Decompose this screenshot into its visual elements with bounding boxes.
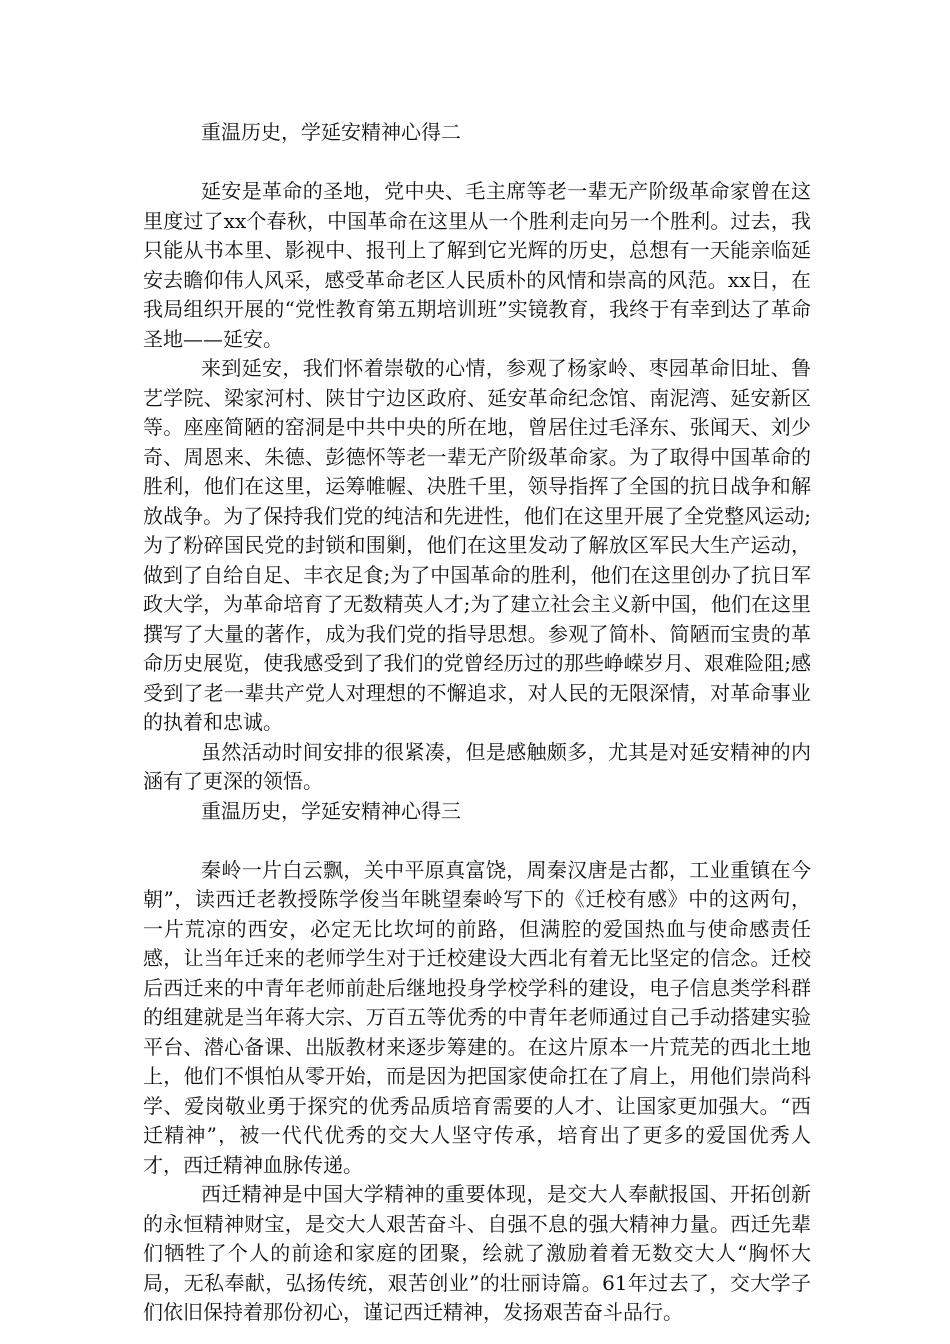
- blank-line: [143, 826, 811, 856]
- section-heading-3: 重温历史，学延安精神心得三: [201, 798, 461, 823]
- blank-line: [143, 148, 811, 178]
- paragraph: 虽然活动时间安排的很紧凑，但是感触颇多，尤其是对延安精神的内涵有了更深的领悟。: [143, 739, 811, 793]
- section-heading-2: 重温历史，学延安精神心得二: [201, 120, 461, 144]
- document-body: [143, 118, 811, 1328]
- paragraph: 延安是革命的圣地，党中央、毛主席等老一辈无产阶级革命家曾在这里度过了xx个春秋，中国革命在这里从一个胜利走向另一个胜利。过去，我只能从书本里、影视中、报刊上了解到它光辉的历史，总想有一天能亲临延安去瞻仰伟人风采，感受革命老区人民质朴的风情和崇高的风范。xx日，在我局组织开展的“党性教育第五期培训班”实镜教育，我终于有幸到达了革命圣地——延安。: [143, 179, 811, 351]
- paragraph: 西迁精神是中国大学精神的重要体现，是交大人奉献报国、开拓创新的永恒精神财宝，是交大人艰苦奋斗、自强不息的强大精神力量。西迁先辈们牺牲了个人的前途和家庭的团聚，绘就了激励着着无数交大人“胸怀大局，无私奉献，弘扬传统，艰苦创业”的壮丽诗篇。61年过去了，交大学子们依旧保持着那份初心，谨记西迁精神，发扬艰苦奋斗品行。: [143, 1182, 811, 1324]
- paragraph: 秦岭一片白云飘，关中平原真富饶，周秦汉唐是古都，工业重镇在今朝”，读西迁老教授陈学俊当年眺望秦岭写下的《迁校有感》中的这两句，一片荒凉的西安，必定无比坎坷的前路，但满腔的爱国热血与使命感责任感，让当年迁来的老师学生对于迁校建设大西北有着无比坚定的信念。迁校后西迁来的中青年老师前赴后继地投身学校学科的建设，电子信息类学科群的组建就是当年蒋大宗、万百五等优秀的中青年老师通过自己手动搭建实验平台、潜心备课、出版教材来逐步筹建的。在这片原本一片荒芜的西北土地上，他们不惧怕从零开始，而是因为把国家使命扛在了肩上，用他们崇尚科学、爱岗敬业勇于探究的优秀品质培育需要的人才、让国家更加强大。“西迁精神”，被一代代优秀的交大人坚守传承，培育出了更多的爱国优秀人才，西迁精神血脉传递。: [143, 857, 811, 1177]
- paragraph: 来到延安，我们怀着崇敬的心情，参观了杨家岭、枣园革命旧址、鲁艺学院、梁家河村、陕甘宁边区政府、延安革命纪念馆、南泥湾、延安新区等。座座简陋的窑洞是中共中央的所在地，曾居住过毛泽东、张闻天、刘少奇、周恩来、朱德、彭德怀等老一辈无产阶级革命家。为了取得中国革命的胜利，他们在这里，运筹帷幄、决胜千里，领导指挥了全国的抗日战争和解放战争。为了保持我们党的纯洁和先进性，他们在这里开展了全党整风运动;为了粉碎国民党的封锁和围剿，他们在这里发动了解放区军民大生产运动，做到了自给自足、丰衣足食;为了中国革命的胜利，他们在这里创办了抗日军政大学，为革命培育了无数精英人才;为了建立社会主义新中国，他们在这里撰写了大量的著作，成为我们党的指导思想。参观了简朴、简陋而宝贵的革命历史展览，使我感受到了我们的党曾经历过的那些峥嵘岁月、艰难险阻;感受到了老一辈共产党人对理想的不懈追求，对人民的无限深情，对革命事业的执着和忠诚。: [143, 356, 811, 734]
